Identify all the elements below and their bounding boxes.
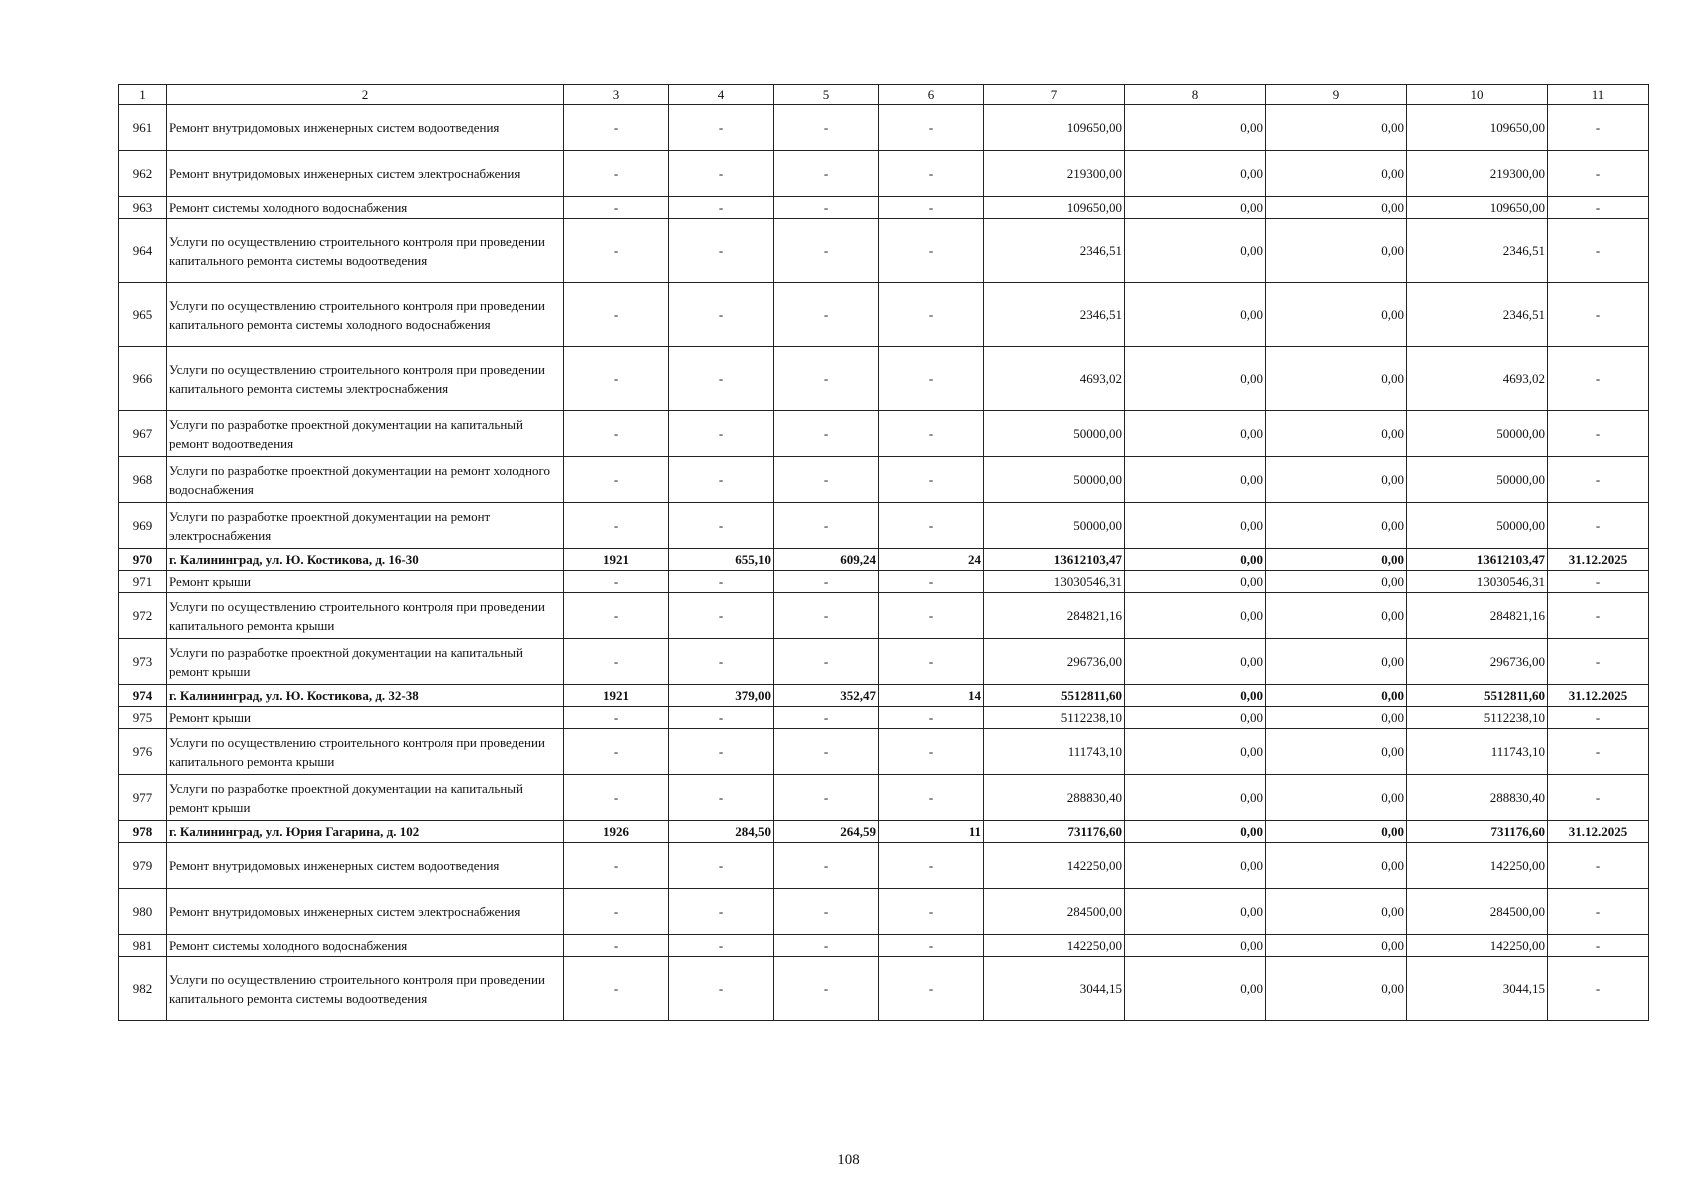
owner-cost-cell: 3044,15: [1407, 957, 1548, 1021]
year-cell: -: [564, 457, 669, 503]
year-cell: -: [564, 639, 669, 685]
budget-cost-cell: 0,00: [1266, 347, 1407, 411]
deadline-cell: -: [1548, 411, 1649, 457]
residents-cell: -: [879, 843, 984, 889]
total-cost-cell: 50000,00: [984, 457, 1125, 503]
year-cell: -: [564, 843, 669, 889]
budget-cost-cell: 0,00: [1266, 151, 1407, 197]
row-number: 965: [119, 283, 167, 347]
work-name: Услуги по разработке проектной документации на ремонт электроснабжения: [167, 503, 564, 549]
living-area-cell: -: [774, 639, 879, 685]
deadline-cell: 31.12.2025: [1548, 549, 1649, 571]
work-name: Услуги по разработке проектной документации на капитальный ремонт крыши: [167, 775, 564, 821]
row-number: 980: [119, 889, 167, 935]
area-cell: -: [669, 935, 774, 957]
deadline-cell: -: [1548, 593, 1649, 639]
residents-cell: 14: [879, 685, 984, 707]
fund-cost-cell: 0,00: [1125, 283, 1266, 347]
area-cell: -: [669, 219, 774, 283]
living-area-cell: 352,47: [774, 685, 879, 707]
row-number: 961: [119, 105, 167, 151]
budget-cost-cell: 0,00: [1266, 457, 1407, 503]
fund-cost-cell: 0,00: [1125, 821, 1266, 843]
row-number: 962: [119, 151, 167, 197]
fund-cost-cell: 0,00: [1125, 105, 1266, 151]
total-cost-cell: 13030546,31: [984, 571, 1125, 593]
row-number: 966: [119, 347, 167, 411]
living-area-cell: -: [774, 283, 879, 347]
fund-cost-cell: 0,00: [1125, 843, 1266, 889]
work-name: г. Калининград, ул. Ю. Костикова, д. 32-38: [167, 685, 564, 707]
address-row: [119, 821, 1649, 843]
work-name: г. Калининград, ул. Юрия Гагарина, д. 102: [167, 821, 564, 843]
address-row: [119, 685, 1649, 707]
row-number: 970: [119, 549, 167, 571]
deadline-cell: -: [1548, 283, 1649, 347]
owner-cost-cell: 284821,16: [1407, 593, 1548, 639]
living-area-cell: -: [774, 729, 879, 775]
area-cell: -: [669, 411, 774, 457]
owner-cost-cell: 2346,51: [1407, 283, 1548, 347]
fund-cost-cell: 0,00: [1125, 411, 1266, 457]
owner-cost-cell: 288830,40: [1407, 775, 1548, 821]
row-number: 979: [119, 843, 167, 889]
area-cell: -: [669, 957, 774, 1021]
fund-cost-cell: 0,00: [1125, 151, 1266, 197]
fund-cost-cell: 0,00: [1125, 503, 1266, 549]
deadline-cell: -: [1548, 219, 1649, 283]
area-cell: -: [669, 283, 774, 347]
area-cell: -: [669, 707, 774, 729]
table-row: [119, 593, 1649, 639]
total-cost-cell: 13612103,47: [984, 549, 1125, 571]
fund-cost-cell: 0,00: [1125, 889, 1266, 935]
residents-cell: -: [879, 571, 984, 593]
owner-cost-cell: 296736,00: [1407, 639, 1548, 685]
work-name: Ремонт внутридомовых инженерных систем водоотведения: [167, 105, 564, 151]
row-number: 963: [119, 197, 167, 219]
work-name: Услуги по осуществлению строительного контроля при проведении капитального ремонта системы водоотведения: [167, 219, 564, 283]
work-name: Ремонт крыши: [167, 707, 564, 729]
year-cell: -: [564, 707, 669, 729]
fund-cost-cell: 0,00: [1125, 571, 1266, 593]
row-number: 967: [119, 411, 167, 457]
year-cell: 1921: [564, 549, 669, 571]
total-cost-cell: 731176,60: [984, 821, 1125, 843]
row-number: 969: [119, 503, 167, 549]
residents-cell: -: [879, 503, 984, 549]
year-cell: -: [564, 197, 669, 219]
owner-cost-cell: 50000,00: [1407, 503, 1548, 549]
area-cell: -: [669, 729, 774, 775]
total-cost-cell: 284500,00: [984, 889, 1125, 935]
work-name: Ремонт внутридомовых инженерных систем электроснабжения: [167, 151, 564, 197]
fund-cost-cell: 0,00: [1125, 593, 1266, 639]
living-area-cell: -: [774, 347, 879, 411]
owner-cost-cell: 284500,00: [1407, 889, 1548, 935]
deadline-cell: -: [1548, 935, 1649, 957]
living-area-cell: -: [774, 411, 879, 457]
year-cell: -: [564, 593, 669, 639]
residents-cell: -: [879, 957, 984, 1021]
residents-cell: -: [879, 283, 984, 347]
year-cell: -: [564, 283, 669, 347]
deadline-cell: -: [1548, 639, 1649, 685]
column-header: 1: [119, 85, 167, 105]
residents-cell: -: [879, 639, 984, 685]
budget-cost-cell: 0,00: [1266, 957, 1407, 1021]
residents-cell: -: [879, 889, 984, 935]
owner-cost-cell: 5112238,10: [1407, 707, 1548, 729]
living-area-cell: -: [774, 935, 879, 957]
owner-cost-cell: 219300,00: [1407, 151, 1548, 197]
table-row: [119, 707, 1649, 729]
owner-cost-cell: 2346,51: [1407, 219, 1548, 283]
residents-cell: -: [879, 729, 984, 775]
area-cell: -: [669, 639, 774, 685]
residents-cell: -: [879, 219, 984, 283]
deadline-cell: -: [1548, 889, 1649, 935]
fund-cost-cell: 0,00: [1125, 549, 1266, 571]
living-area-cell: -: [774, 889, 879, 935]
owner-cost-cell: 13030546,31: [1407, 571, 1548, 593]
year-cell: -: [564, 935, 669, 957]
year-cell: -: [564, 105, 669, 151]
budget-cost-cell: 0,00: [1266, 219, 1407, 283]
owner-cost-cell: 109650,00: [1407, 197, 1548, 219]
area-cell: -: [669, 105, 774, 151]
work-name: Услуги по осуществлению строительного контроля при проведении капитального ремонта системы водоотведения: [167, 957, 564, 1021]
fund-cost-cell: 0,00: [1125, 457, 1266, 503]
column-header: 4: [669, 85, 774, 105]
budget-cost-cell: 0,00: [1266, 685, 1407, 707]
budget-cost-cell: 0,00: [1266, 775, 1407, 821]
area-cell: -: [669, 503, 774, 549]
column-header: 2: [167, 85, 564, 105]
living-area-cell: 264,59: [774, 821, 879, 843]
living-area-cell: -: [774, 571, 879, 593]
fund-cost-cell: 0,00: [1125, 347, 1266, 411]
residents-cell: -: [879, 105, 984, 151]
year-cell: -: [564, 347, 669, 411]
row-number: 978: [119, 821, 167, 843]
table-row: [119, 843, 1649, 889]
column-header: 5: [774, 85, 879, 105]
header-row: [119, 85, 1649, 105]
table-row: [119, 503, 1649, 549]
year-cell: -: [564, 219, 669, 283]
budget-cost-cell: 0,00: [1266, 197, 1407, 219]
work-name: г. Калининград, ул. Ю. Костикова, д. 16-30: [167, 549, 564, 571]
budget-cost-cell: 0,00: [1266, 707, 1407, 729]
residents-cell: -: [879, 411, 984, 457]
column-header: 11: [1548, 85, 1649, 105]
fund-cost-cell: 0,00: [1125, 707, 1266, 729]
row-number: 977: [119, 775, 167, 821]
column-header: 6: [879, 85, 984, 105]
area-cell: -: [669, 593, 774, 639]
year-cell: -: [564, 411, 669, 457]
deadline-cell: -: [1548, 775, 1649, 821]
work-name: Услуги по осуществлению строительного контроля при проведении капитального ремонта крыши: [167, 593, 564, 639]
area-cell: 379,00: [669, 685, 774, 707]
year-cell: -: [564, 503, 669, 549]
owner-cost-cell: 142250,00: [1407, 935, 1548, 957]
deadline-cell: -: [1548, 197, 1649, 219]
row-number: 974: [119, 685, 167, 707]
budget-cost-cell: 0,00: [1266, 593, 1407, 639]
year-cell: -: [564, 729, 669, 775]
year-cell: -: [564, 889, 669, 935]
living-area-cell: -: [774, 957, 879, 1021]
year-cell: 1926: [564, 821, 669, 843]
area-cell: -: [669, 571, 774, 593]
row-number: 968: [119, 457, 167, 503]
residents-cell: -: [879, 151, 984, 197]
residents-cell: 11: [879, 821, 984, 843]
table-row: [119, 347, 1649, 411]
deadline-cell: -: [1548, 151, 1649, 197]
year-cell: -: [564, 775, 669, 821]
row-number: 973: [119, 639, 167, 685]
area-cell: -: [669, 151, 774, 197]
data-table-container: [118, 84, 1648, 1021]
row-number: 972: [119, 593, 167, 639]
total-cost-cell: 4693,02: [984, 347, 1125, 411]
residents-cell: -: [879, 197, 984, 219]
year-cell: -: [564, 151, 669, 197]
fund-cost-cell: 0,00: [1125, 219, 1266, 283]
table-row: [119, 571, 1649, 593]
living-area-cell: -: [774, 457, 879, 503]
residents-cell: -: [879, 935, 984, 957]
column-header: 8: [1125, 85, 1266, 105]
table-row: [119, 283, 1649, 347]
total-cost-cell: 50000,00: [984, 411, 1125, 457]
fund-cost-cell: 0,00: [1125, 639, 1266, 685]
deadline-cell: -: [1548, 957, 1649, 1021]
living-area-cell: -: [774, 151, 879, 197]
total-cost-cell: 296736,00: [984, 639, 1125, 685]
area-cell: -: [669, 889, 774, 935]
budget-cost-cell: 0,00: [1266, 639, 1407, 685]
work-name: Ремонт системы холодного водоснабжения: [167, 935, 564, 957]
work-name: Ремонт внутридомовых инженерных систем водоотведения: [167, 843, 564, 889]
area-cell: -: [669, 347, 774, 411]
deadline-cell: -: [1548, 105, 1649, 151]
owner-cost-cell: 5512811,60: [1407, 685, 1548, 707]
total-cost-cell: 142250,00: [984, 843, 1125, 889]
budget-cost-cell: 0,00: [1266, 821, 1407, 843]
living-area-cell: -: [774, 593, 879, 639]
residents-cell: -: [879, 593, 984, 639]
fund-cost-cell: 0,00: [1125, 197, 1266, 219]
total-cost-cell: 2346,51: [984, 283, 1125, 347]
total-cost-cell: 5512811,60: [984, 685, 1125, 707]
year-cell: -: [564, 957, 669, 1021]
area-cell: 284,50: [669, 821, 774, 843]
residents-cell: -: [879, 775, 984, 821]
owner-cost-cell: 50000,00: [1407, 411, 1548, 457]
owner-cost-cell: 109650,00: [1407, 105, 1548, 151]
area-cell: -: [669, 843, 774, 889]
year-cell: -: [564, 571, 669, 593]
table-row: [119, 151, 1649, 197]
residents-cell: -: [879, 707, 984, 729]
owner-cost-cell: 4693,02: [1407, 347, 1548, 411]
residents-cell: -: [879, 347, 984, 411]
total-cost-cell: 5112238,10: [984, 707, 1125, 729]
owner-cost-cell: 731176,60: [1407, 821, 1548, 843]
deadline-cell: -: [1548, 503, 1649, 549]
table-row: [119, 411, 1649, 457]
budget-cost-cell: 0,00: [1266, 105, 1407, 151]
deadline-cell: -: [1548, 843, 1649, 889]
column-header: 7: [984, 85, 1125, 105]
budget-cost-cell: 0,00: [1266, 889, 1407, 935]
year-cell: 1921: [564, 685, 669, 707]
column-header: 9: [1266, 85, 1407, 105]
total-cost-cell: 284821,16: [984, 593, 1125, 639]
row-number: 981: [119, 935, 167, 957]
living-area-cell: -: [774, 707, 879, 729]
work-name: Услуги по осуществлению строительного контроля при проведении капитального ремонта крыши: [167, 729, 564, 775]
total-cost-cell: 2346,51: [984, 219, 1125, 283]
row-number: 964: [119, 219, 167, 283]
deadline-cell: -: [1548, 707, 1649, 729]
owner-cost-cell: 111743,10: [1407, 729, 1548, 775]
row-number: 971: [119, 571, 167, 593]
budget-cost-cell: 0,00: [1266, 935, 1407, 957]
table-row: [119, 935, 1649, 957]
page-number: 108: [837, 1152, 860, 1168]
work-name: Услуги по разработке проектной документации на капитальный ремонт крыши: [167, 639, 564, 685]
column-header: 3: [564, 85, 669, 105]
budget-cost-cell: 0,00: [1266, 503, 1407, 549]
repair-program-table: [118, 84, 1649, 1021]
living-area-cell: -: [774, 219, 879, 283]
total-cost-cell: 111743,10: [984, 729, 1125, 775]
table-row: [119, 889, 1649, 935]
living-area-cell: -: [774, 503, 879, 549]
table-row: [119, 457, 1649, 503]
work-name: Услуги по осуществлению строительного контроля при проведении капитального ремонта системы холодного водоснабжения: [167, 283, 564, 347]
budget-cost-cell: 0,00: [1266, 843, 1407, 889]
fund-cost-cell: 0,00: [1125, 957, 1266, 1021]
total-cost-cell: 50000,00: [984, 503, 1125, 549]
area-cell: 655,10: [669, 549, 774, 571]
budget-cost-cell: 0,00: [1266, 411, 1407, 457]
fund-cost-cell: 0,00: [1125, 729, 1266, 775]
row-number: 975: [119, 707, 167, 729]
budget-cost-cell: 0,00: [1266, 283, 1407, 347]
deadline-cell: -: [1548, 571, 1649, 593]
owner-cost-cell: 13612103,47: [1407, 549, 1548, 571]
fund-cost-cell: 0,00: [1125, 685, 1266, 707]
deadline-cell: -: [1548, 347, 1649, 411]
living-area-cell: -: [774, 775, 879, 821]
deadline-cell: -: [1548, 729, 1649, 775]
table-row: [119, 219, 1649, 283]
work-name: Ремонт системы холодного водоснабжения: [167, 197, 564, 219]
living-area-cell: -: [774, 843, 879, 889]
column-header: 10: [1407, 85, 1548, 105]
budget-cost-cell: 0,00: [1266, 549, 1407, 571]
owner-cost-cell: 142250,00: [1407, 843, 1548, 889]
total-cost-cell: 142250,00: [984, 935, 1125, 957]
owner-cost-cell: 50000,00: [1407, 457, 1548, 503]
row-number: 982: [119, 957, 167, 1021]
total-cost-cell: 288830,40: [984, 775, 1125, 821]
table-row: [119, 105, 1649, 151]
living-area-cell: -: [774, 105, 879, 151]
table-row: [119, 775, 1649, 821]
fund-cost-cell: 0,00: [1125, 775, 1266, 821]
work-name: Услуги по разработке проектной документации на ремонт холодного водоснабжения: [167, 457, 564, 503]
table-row: [119, 639, 1649, 685]
residents-cell: 24: [879, 549, 984, 571]
table-row: [119, 729, 1649, 775]
deadline-cell: -: [1548, 457, 1649, 503]
work-name: Услуги по осуществлению строительного контроля при проведении капитального ремонта системы электроснабжения: [167, 347, 564, 411]
total-cost-cell: 3044,15: [984, 957, 1125, 1021]
deadline-cell: 31.12.2025: [1548, 685, 1649, 707]
table-row: [119, 957, 1649, 1021]
area-cell: -: [669, 197, 774, 219]
work-name: Ремонт внутридомовых инженерных систем электроснабжения: [167, 889, 564, 935]
residents-cell: -: [879, 457, 984, 503]
area-cell: -: [669, 775, 774, 821]
total-cost-cell: 109650,00: [984, 197, 1125, 219]
fund-cost-cell: 0,00: [1125, 935, 1266, 957]
total-cost-cell: 109650,00: [984, 105, 1125, 151]
living-area-cell: -: [774, 197, 879, 219]
area-cell: -: [669, 457, 774, 503]
row-number: 976: [119, 729, 167, 775]
table-row: [119, 197, 1649, 219]
budget-cost-cell: 0,00: [1266, 729, 1407, 775]
address-row: [119, 549, 1649, 571]
living-area-cell: 609,24: [774, 549, 879, 571]
work-name: Услуги по разработке проектной документации на капитальный ремонт водоотведения: [167, 411, 564, 457]
work-name: Ремонт крыши: [167, 571, 564, 593]
deadline-cell: 31.12.2025: [1548, 821, 1649, 843]
budget-cost-cell: 0,00: [1266, 571, 1407, 593]
total-cost-cell: 219300,00: [984, 151, 1125, 197]
